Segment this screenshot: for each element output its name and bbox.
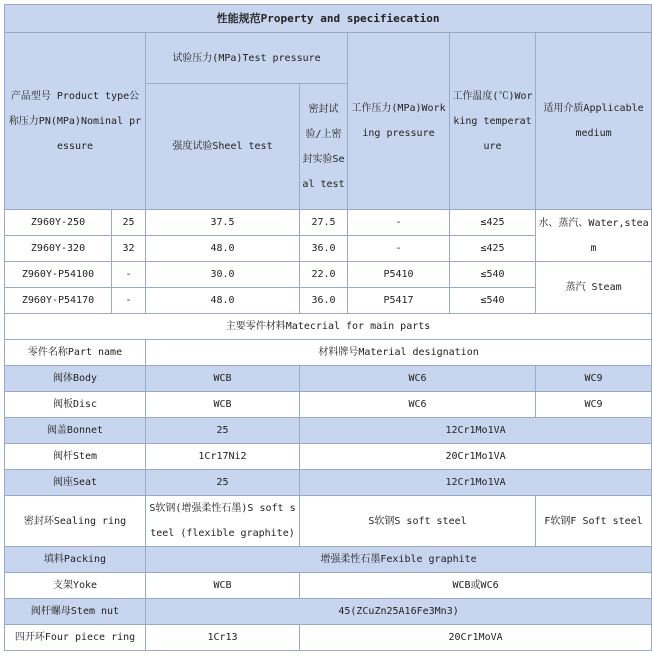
header-test-pressure: 试验压力(MPa)Test pressure (146, 33, 348, 84)
part-name: 阀体Body (5, 366, 146, 392)
part-material: S软钢(增强柔性石墨)S soft steel (flexible graphite) (146, 496, 300, 547)
part-material: 12Cr1Mo1VA (300, 470, 652, 496)
table-row (5, 210, 652, 236)
spec-work-p: P5417 (348, 288, 450, 314)
materials-title: 主要零件材料Matecrial for main parts (5, 314, 652, 340)
spec-pn: - (112, 262, 146, 288)
spec-type: Z960Y-P54170 (5, 288, 112, 314)
spec-shell: 48.0 (146, 288, 300, 314)
table-row (5, 470, 652, 496)
spec-work-p: P5410 (348, 262, 450, 288)
table-title: 性能规范Property and specifiecation (5, 5, 652, 33)
spec-work-p: - (348, 210, 450, 236)
spec-work-t: ≤540 (450, 262, 536, 288)
spec-pn: - (112, 288, 146, 314)
header-working-temperature: 工作温度(℃)Working temperature (450, 33, 536, 210)
part-material: WCB或WC6 (300, 573, 652, 599)
part-material: 45(ZCuZn25A16Fe3Mn3) (146, 599, 652, 625)
spec-type: Z960Y-250 (5, 210, 112, 236)
medium-water-steam: 水、蒸汽、Water,steam (536, 210, 652, 262)
header-product-type (5, 33, 146, 210)
part-name: 阀板Disc (5, 392, 146, 418)
spec-seal: 22.0 (300, 262, 348, 288)
header-seal-test: 密封试验/上密封实验Seal test (300, 84, 348, 210)
part-material: WCB (146, 573, 300, 599)
part-material: 25 (146, 418, 300, 444)
spec-work-t: ≤425 (450, 236, 536, 262)
spec-shell: 30.0 (146, 262, 300, 288)
part-material: WC9 (536, 392, 652, 418)
part-name: 密封环Sealing ring (5, 496, 146, 547)
table-row (5, 547, 652, 573)
part-name: 支架Yoke (5, 573, 146, 599)
part-material: 12Cr1Mo1VA (300, 418, 652, 444)
spec-seal: 36.0 (300, 236, 348, 262)
spec-pn: 32 (112, 236, 146, 262)
part-material: 增强柔性石墨Fexible graphite (146, 547, 652, 573)
part-name: 阀杆Stem (5, 444, 146, 470)
part-material: 1Cr17Ni2 (146, 444, 300, 470)
table-row (5, 392, 652, 418)
spec-pn: 25 (112, 210, 146, 236)
spec-work-p: - (348, 236, 450, 262)
next-section-edge (4, 650, 94, 659)
spec-type: Z960Y-P54100 (5, 262, 112, 288)
part-material: WCB (146, 366, 300, 392)
medium-steam: 蒸汽 Steam (536, 262, 652, 314)
part-name: 四开环Four piece ring (5, 625, 146, 651)
spec-type: Z960Y-320 (5, 236, 112, 262)
part-material: WC9 (536, 366, 652, 392)
table-row (5, 496, 652, 547)
part-material: WC6 (300, 392, 536, 418)
header-shell-test: 强度试验Sheel test (146, 84, 300, 210)
header-applicable-medium: 适用介质Applicable medium (536, 33, 652, 210)
spec-work-t: ≤425 (450, 210, 536, 236)
table-row (5, 418, 652, 444)
spec-table (4, 4, 652, 651)
table-row (5, 599, 652, 625)
part-material: 20Cr1MoVA (300, 625, 652, 651)
part-material: F软钢F Soft steel (536, 496, 652, 547)
table-row (5, 573, 652, 599)
part-name: 填料Packing (5, 547, 146, 573)
part-material: 20Cr1Mo1VA (300, 444, 652, 470)
part-name-header: 零件名称Part name (5, 340, 146, 366)
part-material: S软钢S soft steel (300, 496, 536, 547)
table-row (5, 262, 652, 288)
header-working-pressure: 工作压力(MPa)Working pressure (348, 33, 450, 210)
part-material: 1Cr13 (146, 625, 300, 651)
spec-shell: 48.0 (146, 236, 300, 262)
designation-header: 材料牌号Material designation (146, 340, 652, 366)
part-material: WCB (146, 392, 300, 418)
spec-shell: 37.5 (146, 210, 300, 236)
spec-seal: 27.5 (300, 210, 348, 236)
table-row (5, 444, 652, 470)
spec-seal: 36.0 (300, 288, 348, 314)
spec-work-t: ≤540 (450, 288, 536, 314)
header-nominal-pressure-label: 公称压力PN(MPa)Nominal pressure (8, 90, 142, 152)
part-name: 阀盖Bonnet (5, 418, 146, 444)
part-material: 25 (146, 470, 300, 496)
part-name: 阀杆螺母Stem nut (5, 599, 146, 625)
table-row (5, 366, 652, 392)
table-row (5, 625, 652, 651)
part-name: 阀座Seat (5, 470, 146, 496)
part-material: WC6 (300, 366, 536, 392)
header-product-type-label: 产品型号 Product type (10, 90, 130, 102)
